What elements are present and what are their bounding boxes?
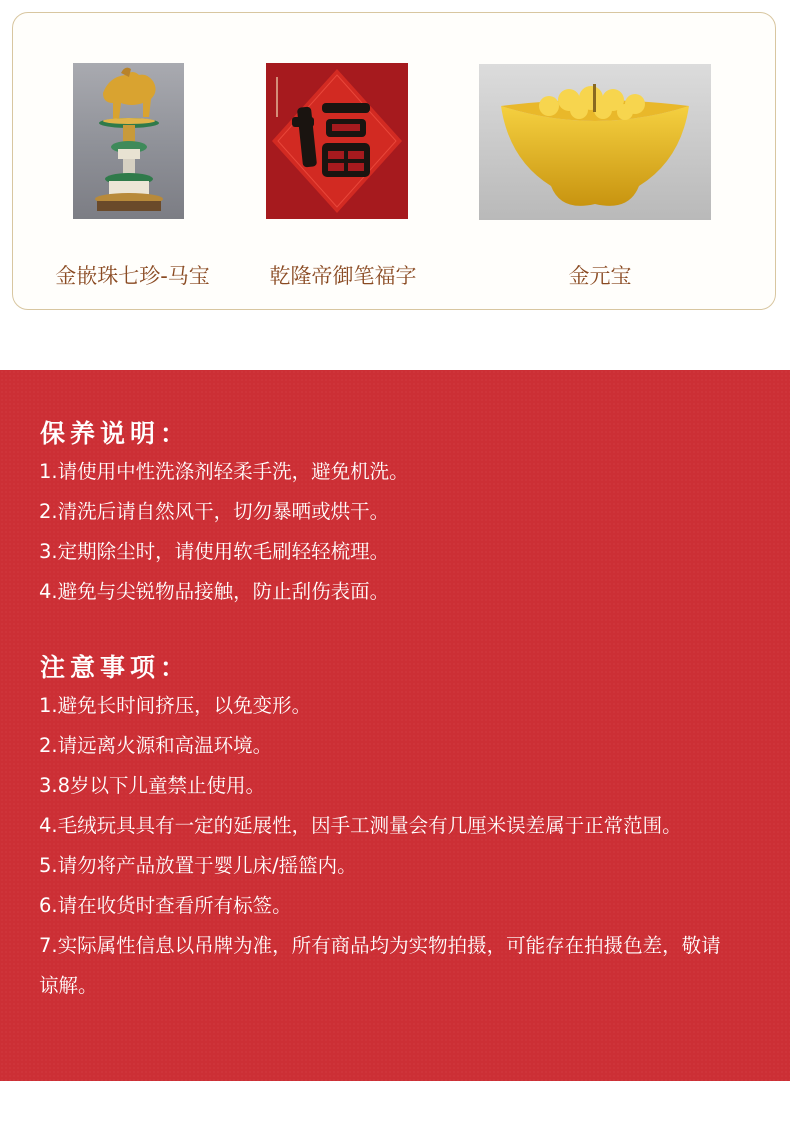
care-item: 1.请使用中性洗涤剂轻柔手洗，避免机洗。 [39, 460, 409, 483]
notes-title: 注意事项： [40, 653, 191, 682]
product-gold-ingot[interactable] [470, 30, 730, 290]
notes-item: 4.毛绒玩具具有一定的延展性，因手工测量会有几厘米误差属于正常范围。 [39, 814, 682, 837]
gold-ingot-image [479, 64, 711, 220]
info-panel [0, 370, 790, 1081]
care-item: 4.避免与尖锐物品接触，防止刮伤表面。 [39, 580, 390, 603]
notes-list [39, 686, 729, 1006]
notes-item: 3.8岁以下儿童禁止使用。 [39, 774, 266, 797]
product-caption: 金元宝 [568, 264, 632, 288]
notes-item: 1.避免长时间挤压，以免变形。 [39, 694, 312, 717]
notes-item: 5.请勿将产品放置于婴儿床/摇篮内。 [39, 854, 357, 877]
care-title: 保养说明： [40, 419, 191, 448]
horse-treasure-image [73, 63, 184, 219]
notes-item: 7.实际属性信息以吊牌为准，所有商品均为实物拍摄，可能存在拍摄色差，敬请谅解。 [39, 934, 721, 997]
product-horse-treasure[interactable] [40, 30, 225, 290]
care-list [39, 452, 729, 612]
care-item: 2.清洗后请自然风干，切勿暴晒或烘干。 [39, 500, 390, 523]
product-caption: 金嵌珠七珍-马宝 [55, 264, 210, 288]
notes-item: 6.请在收货时查看所有标签。 [39, 894, 292, 917]
care-item: 3.定期除尘时，请使用软毛刷轻轻梳理。 [39, 540, 390, 563]
product-fu-calligraphy[interactable] [248, 30, 438, 290]
product-caption: 乾隆帝御笔福字 [269, 264, 417, 288]
notes-item: 2.请远离火源和高温环境。 [39, 734, 273, 757]
fu-calligraphy-image [266, 63, 408, 219]
